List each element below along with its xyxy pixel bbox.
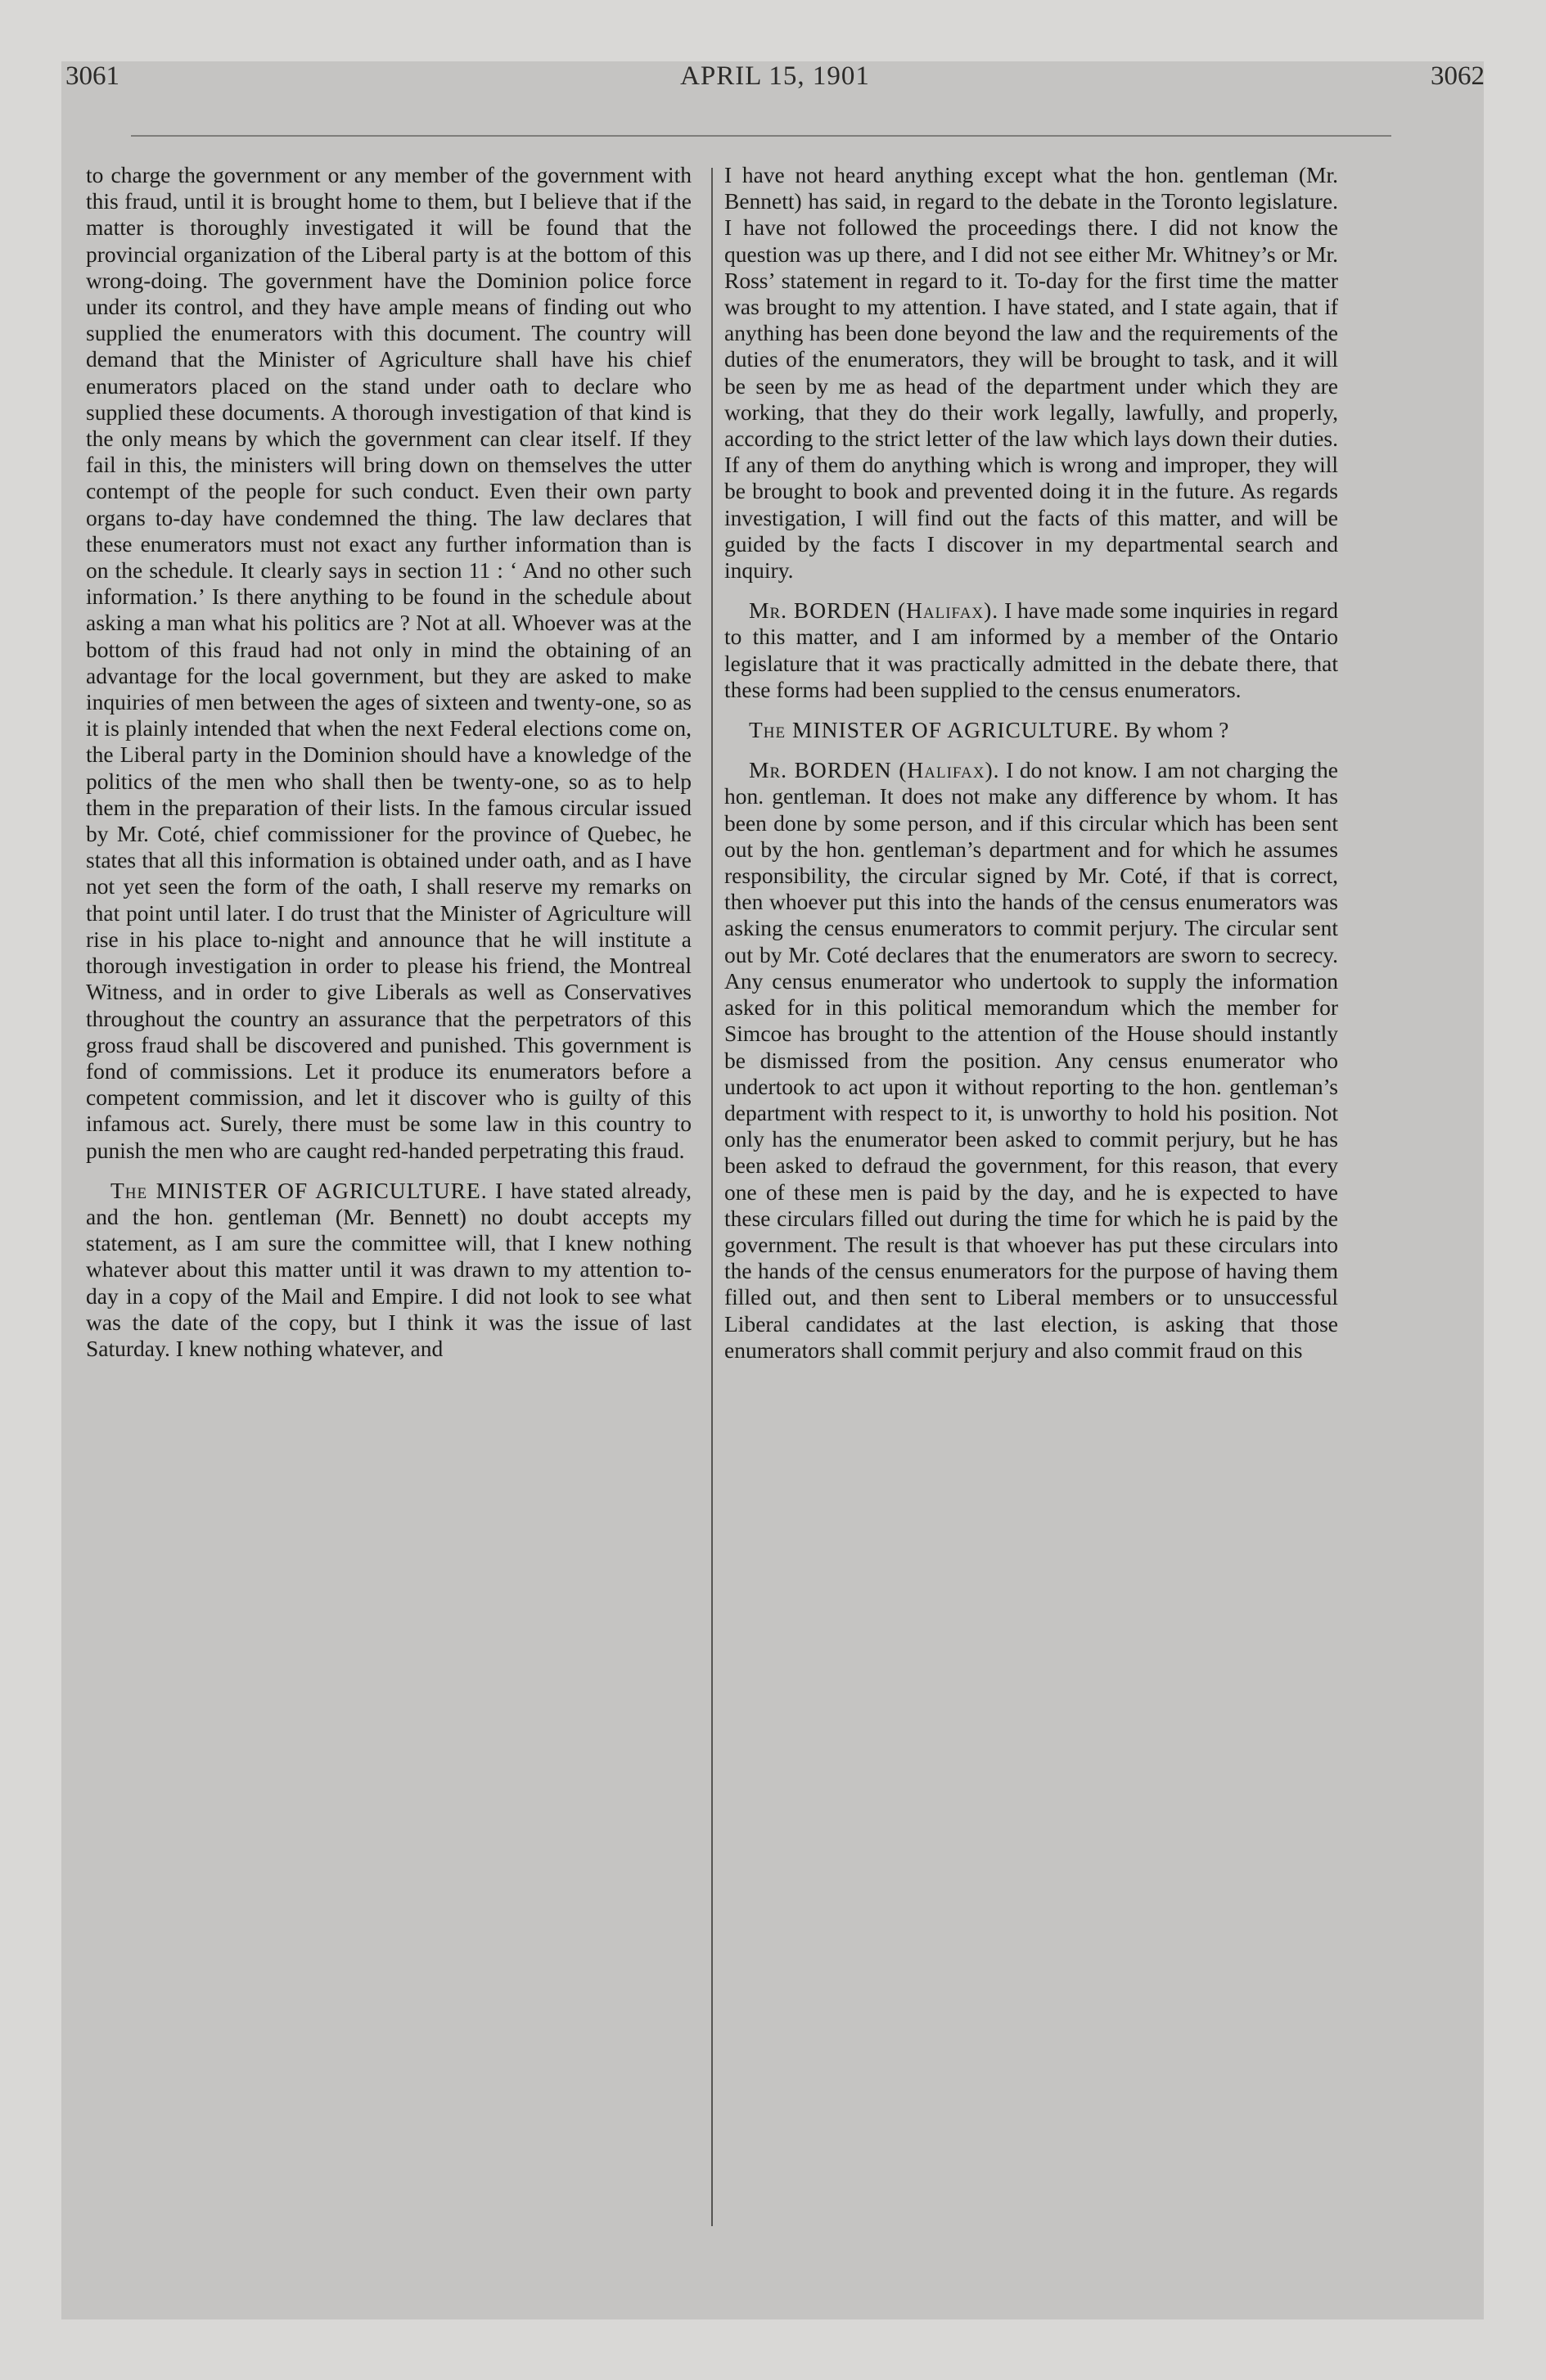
speaker-name: The MINISTER OF AGRICULTURE. — [110, 1177, 488, 1203]
speech-text: By whom ? — [1125, 717, 1229, 743]
header-rule — [131, 135, 1391, 137]
left-page-number: 3061 — [65, 61, 119, 91]
paragraph: I have not heard anything except what the hon. gentleman (Mr. Bennett) has said, in regard to the debate in the Toronto legislature. I have not followed the proceedings there. I did not know the question was up there, and I did not see either Mr. Whitney’s or Mr. Ross’ statement in regard to it. To-day for the first time the matter was brought to my attention. I have stated, and I state again, that if anything has been done beyond the law and the requirements of the duties of the enumerators, they will be brought to task, and it will be seen by me as head of the department under which they are working, that they do their work legally, lawfully, and properly, according to the strict letter of the law which lays down their duties. If any of them do anything which is wrong and improper, they will be brought to book and prevented doing it in the future. As regards investigation, I will find out the facts of this matter, and will be guided by the facts I discover in my departmental search and inquiry. — [724, 162, 1338, 584]
paragraph — [724, 597, 1338, 703]
speech-text: I have made some inquiries in regard to this matter, and I am informed by a member of the Ontario legislature that it was practically admitted in the debate there, that these forms had been supplied to the census enumerators. — [724, 597, 1338, 702]
paragraph: to charge the government or any member of the government with this fraud, until it is brought home to them, but I believe that if the matter is thoroughly investigated it will be found that the provincial organization of the Liberal party is at the bottom of this wrong-doing. The government have the Dominion police force under its control, and they have ample means of finding out who supplied the enumerators with this document. The country will demand that the Minister of Agriculture shall have his chief enumerators placed on the stand under oath to declare who supplied these documents. A thorough investigation of that kind is the only means by which the government can clear itself. If they fail in this, the ministers will bring down on themselves the utter contempt of the people for such conduct. Even their own party organs to-day have condemned the thing. The law declares that these enumerators must not exact any further information than is on the schedule. It clearly says in section 11 : ‘ And no other such information.’ Is there anything to be found in the schedule about asking a man what his politics are ? Not at all. Whoever was at the bottom of this fraud had not only in mind the obtaining of an advantage for the local government, but they are asked to make inquiries of men between the ages of sixteen and twenty-one, so as it is plainly intended that when the next Federal elections come on, the Liberal party in the Dominion should have a knowledge of the politics of the men who shall then be twenty-one, so as to help them in the preparation of their lists. In the famous circular issued by Mr. Coté, chief commissioner for the province of Quebec, he states that all this information is obtained under oath, and as I have not yet seen the form of the oath, I shall reserve my remarks on that point until later. I do trust that the Minister of Agriculture will rise in his place to-night and announce that he will institute a thorough investigation in order to please his friend, the Montreal Witness, and in order to give Liberals as well as Conservatives throughout the country an assurance that the perpetrators of this gross fraud shall be discovered and punished. This government is fond of commissions. Let it produce its enumerators before a competent commission, and let it discover who is guilty of this infamous act. Surely, there must be some law in this country to punish the men who are caught red-handed perpetrating this fraud. — [86, 162, 692, 1163]
speech-text: I have stated already, and the hon. gentleman (Mr. Bennett) no doubt accepts my statement, as I am sure the committee will, that I knew nothing whatever about this matter until it was drawn to my attention to-day in a copy of the Mail and Empire. I did not look to see what was the date of the copy, but I think it was the issue of last Saturday. I knew nothing whatever, and — [86, 1177, 692, 1361]
header-date: APRIL 15, 1901 — [680, 61, 870, 91]
speech-text: I do not know. I am not charging the hon. gentleman. It does not make any difference by whom. It has been done by some person, and if this circular which has been sent out by the hon. gentleman’s department and for which he assumes responsibility, the circular signed by Mr. Coté, if that is correct, then whoever put this into the hands of the census enumerators was asking the census enumerators to commit perjury. The circular sent out by Mr. Coté declares that the enumerators are sworn to secrecy. Any census enumerator who undertook to supply the information asked for in this political memorandum which the member for Simcoe has brought to the attention of the House should instantly be dismissed from the position. Any census enumerator who undertook to act upon it without reporting to the hon. gentleman’s department with respect to it, is unworthy to hold his position. Not only has the enumerator been asked to commit perjury, but he has been asked to defraud the government, for this reason, that every one of these men is paid by the day, and he is expected to have these circulars filled out during the time for which he is paid by the government. The result is that whoever has put these circulars into the hands of the census enumerators for the purpose of having them filled out, and then sent to Liberal members or to unsuccessful Liberal candidates at the last election, is asking that those enumerators shall commit perjury and also commit fraud on this — [724, 757, 1339, 1363]
paragraph — [724, 717, 1338, 743]
column-divider — [711, 168, 713, 2226]
left-column — [86, 162, 692, 1376]
page-header — [65, 61, 1485, 102]
speaker-name: Mr. BORDEN (Halifax). — [749, 597, 999, 624]
paragraph — [724, 757, 1338, 1364]
right-column — [724, 162, 1338, 1377]
speaker-name: Mr. BORDEN (Halifax). — [749, 757, 1000, 783]
speaker-name: The MINISTER OF AGRICULTURE. — [749, 717, 1120, 743]
right-page-number: 3062 — [1431, 61, 1485, 91]
paragraph — [86, 1178, 692, 1362]
